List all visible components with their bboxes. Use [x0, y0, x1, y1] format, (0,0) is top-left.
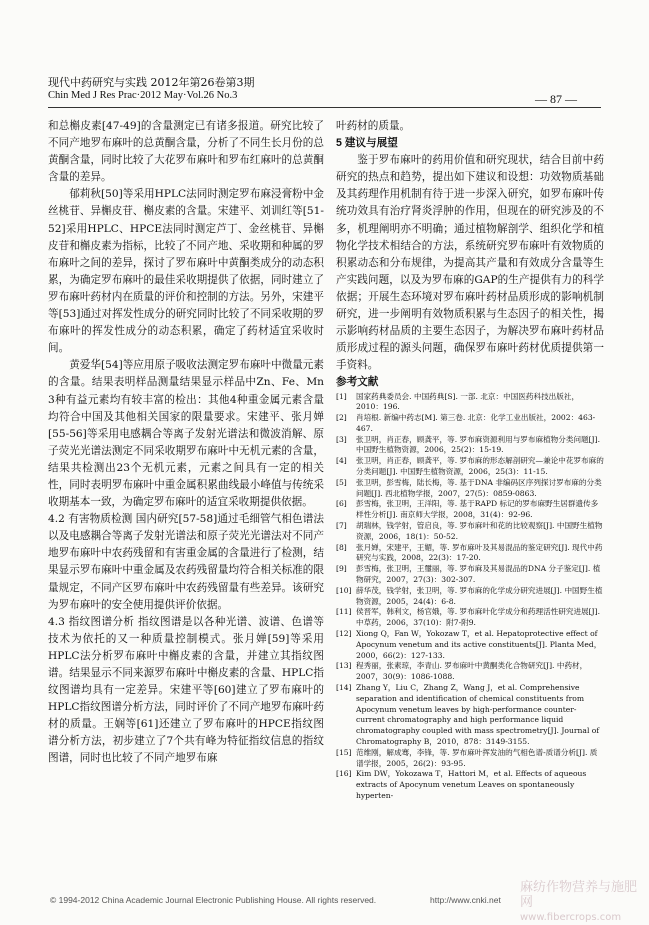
reference-text: 侯晋军，韩利文，杨官娥，等. 罗布麻叶化学成分和药理活性研究进展[J]. 中草药，2006，37(10)：附7-附9. [356, 607, 601, 628]
journal-title-en: Chin Med J Res Prac·2012 May·Vol.26 No.3 [48, 90, 238, 101]
reference-item [336, 543, 604, 565]
reference-item [336, 478, 604, 500]
footer-link[interactable]: http://www.cnki.net [430, 895, 501, 905]
reference-item [336, 435, 604, 457]
reference-number: [14] [336, 683, 352, 693]
paragraph: 4.2 有害物质检测 国内研究[57-58]通过毛细管气相色谱法以及电感耦合等离子发射光谱法和原子荧光光谱法对不同产地罗布麻叶中农药残留和有害重金属的含量进行了检测，结果显示罗布麻叶中重金属及农药残留量均符合相关标准的限量规定，不同产区罗布麻叶中农药残留量有些差异。该研究为罗布麻叶的安全使用提供评价依据。 [48, 513, 324, 611]
reference-item [336, 586, 604, 608]
reference-item [336, 456, 604, 478]
reference-number: [5] [336, 477, 347, 487]
section-heading: 5 建议与展望 [336, 137, 398, 150]
reference-item [336, 499, 604, 521]
reference-item [336, 683, 604, 748]
reference-number: [6] [336, 499, 347, 509]
journal-header [48, 76, 255, 102]
paragraph: 黄爱华[54]等应用原子吸收法测定罗布麻叶中微量元素的含量。结果表明样品测量结果显示样品中Zn、Fe、Mn 3种有益元素均有较丰富的检出：其他4种重金属元素含量均符合中国及其他相关国家的限量要求。宋建平、张月婵[55-56]等采用电感耦合等离子发射光谱法和微波消解、原子荧光光谱法测定不同采收期罗布麻叶中无机元素的含量，结果共检测出23个无机元素，元素之间具有一定的相关性，同时表明罗布麻叶中重金属积累曲线最小峰值与传统采收期基本一致，为确定罗布麻叶的适宜采收期提供依据。 [48, 359, 324, 509]
reference-text: 胡瑞林，钱学射，管启良，等. 罗布麻叶和花的比较观察[J]. 中国野生植物资源，2006，18(1)：50-52. [356, 521, 603, 541]
reference-text: 肖培根. 新编中药志[M]. 第三卷. 北京：化学工业出版社，2002：463-467. [356, 413, 596, 433]
reference-number: [12] [336, 629, 352, 639]
reference-number: [15] [336, 747, 352, 757]
watermark-text: 麻纺作物营养与施肥网 [520, 880, 638, 910]
watermark [520, 880, 649, 925]
reference-item [336, 607, 604, 629]
reference-text: 国家药典委员会. 中国药典[S]. 一部. 北京：中国医药科技出版社，2010：196. [356, 391, 580, 412]
journal-title-cn: 现代中药研究与实践 2012年第26卷第3期 [48, 76, 255, 89]
reference-text: Xiong Q，Fan W，Yokozaw T，et al. Hepatoprotective effect of Apocynum venetum and its active constituents[J]. Planta Med，2000，66(2)：127-133. [356, 629, 602, 660]
paragraph: 鉴于罗布麻叶的药用价值和研究现状，结合目前中药研究的热点和趋势，提出如下建议和设想：功效物质基础及其药理作用机制有待于进一步深入研究，如罗布麻叶传统功效具有治疗肾炎浮肿的作用，但现在的研究涉及的不多，机理阐明亦不明确；通过植物解剖学、组织化学和植物化学技术相结合的方法，系统研究罗布麻叶有效物质的积累动态和分布规律，为提高其产量和有效成分含量等生产实践问题，以及为罗布麻的GAP的生产提供有力的科学依据；开展生态环境对罗布麻叶药材品质形成的影响机制研究，进一步阐明有效物质积累与生态因子的相关性，揭示影响药材品质的主要生态因子，为解决罗布麻叶药材品质形成过程的源头问题，确保罗布麻叶药材优质提供第一手资料。 [336, 154, 604, 372]
reference-number: [3] [336, 434, 347, 444]
left-column [48, 118, 324, 768]
reference-item [336, 748, 604, 770]
references-heading: 参考文献 [336, 376, 379, 389]
reference-number: [4] [336, 456, 347, 466]
reference-text: Zhang Y，Liu C，Zhang Z，Wang J，et al. Comprehensive separation and identification of chemical constituents from Apocynum venetum leaves by high-performance counter-current chromatography and high performance liquid chromatography coupled with mass spectrometry[J]. Journal of Chromatography B，2010，878：3149-3155. [356, 683, 600, 746]
watermark-url: www.fibercrops.com [520, 912, 622, 923]
reference-item [336, 629, 604, 661]
reference-item [336, 769, 604, 801]
reference-text: 张卫明，肖正春，顾龚平，等. 罗布麻资源利用与罗布麻植物分类问题[J]. 中国野生植物资源，2006，25(2)：15-19. [356, 434, 601, 455]
reference-text: 张月婵，宋建平，王媚，等. 罗布麻叶及其易混品的鉴定研究[J]. 现代中药研究与实践，2008，22(3)：17-20. [356, 542, 603, 563]
reference-text: Kim DW，Yokozawa T，Hattori M，et al. Effects of aqueous extracts of Apocynum venetum Leaves on spontaneously hyperten- [356, 769, 587, 800]
reference-number: [11] [336, 607, 352, 617]
reference-text: 程秀丽，张素琼，李青山. 罗布麻叶中黄酮类化合物研究[J]. 中药材，2007，30(9)：1086-1088. [356, 661, 588, 682]
reference-list [336, 392, 604, 802]
reference-number: [8] [336, 542, 347, 552]
reference-item [336, 661, 604, 683]
reference-number: [9] [336, 564, 347, 574]
reference-number: [10] [336, 585, 352, 595]
reference-item [336, 564, 604, 586]
reference-item [336, 392, 604, 414]
reference-number: [16] [336, 769, 352, 779]
reference-number: [13] [336, 661, 352, 671]
continued-text: 叶药材的质量。 [336, 120, 411, 132]
reference-number: [2] [336, 413, 347, 423]
header-rule [48, 107, 601, 108]
reference-text: 彭雪梅，张卫明，王洋阳，等. 基于RAPD 标记的罗布麻野生居群遗传多样性分析[J]. 南京师大学报，2008，31(4)：92-96. [356, 499, 599, 520]
reference-text: 张卫明，彭雪梅，陆长梅，等. 基于DNA 非编码区序列探讨罗布麻的分类问题[J]. 西北植物学报，2007，27(5)：0859-0863. [356, 477, 602, 498]
paragraph: 和总槲皮素[47-49]的含量测定已有诸多报道。研究比较了不同产地罗布麻叶的总黄酮含量，分析了不同生长月份的总黄酮含量，同时比较了大花罗布麻叶和罗布红麻叶的总黄酮含量的差异。 [48, 120, 324, 184]
reference-number: [1] [336, 391, 347, 401]
paragraph: 郁莉秋[50]等采用HPLC法同时测定罗布麻浸膏粉中金丝桃苷、异槲皮苷、槲皮素的含量。宋建平、刘训红等[51-52]采用HPLC、HPCE法同时测定芦丁、金丝桃苷、异槲皮苷和槲皮素为指标，比较了不同产地、采收期和种属的罗布麻叶之间的差异，探讨了罗布麻叶中黄酮类成分的动态积累，为确定罗布麻叶的最佳采收期提供了依据，同时建立了罗布麻叶药材内在质量的评价和控制的方法。另外，宋建平等[53]通过对挥发性成分的研究同时比较了不同采收期的罗布麻叶的挥发性成分的动态积累，确定了药材适宜采收时间。 [48, 188, 324, 355]
reference-text: 薛华茂，钱学射，张卫明，等. 罗布麻的化学成分研究进展[J]. 中国野生植物资源，2005，24(4)：6-8. [356, 585, 603, 606]
reference-text: 张卫明，肖正春，顾龚平，等. 罗布麻的形态解剖研究—兼论中花罗布麻的分类问题[J]. 中国野生植物资源，2006，25(3)：11-15. [356, 456, 604, 477]
page-number: — 87 — [535, 92, 577, 106]
paragraph: 4.3 指纹图谱分析 指纹图谱是以各种光谱、波谱、色谱等技术为依托的又一种质量控制模式。张月婵[59]等采用HPLC法分析罗布麻叶中槲皮素的含量，并建立其指纹图谱。结果显示不同来源罗布麻叶中槲皮素的含量、HPLC指纹图谱均具有一定差异。宋建平等[60]建立了罗布麻叶的HPLC指纹图谱分析方法，同时评价了不同产地罗布麻叶药材的质量。王娴等[61]还建立了罗布麻叶的HPCE指纹图谱分析方法，初步建立了7个共有峰为特征指纹信息的指纹图谱，同时也比较了不同产地罗布麻 [48, 615, 324, 765]
right-column [336, 118, 604, 802]
copyright-text: © 1994-2012 China Academic Journal Electronic Publishing House. All rights reserved. [50, 895, 377, 905]
reference-text: 范维刚，解成骞，李锋，等. 罗布麻叶挥发油的气相色谱-质谱分析[J]. 质谱学报，2005，26(2)：93-95. [356, 747, 598, 768]
reference-number: [7] [336, 521, 347, 531]
reference-item [336, 413, 604, 435]
reference-text: 彭雪梅，张卫明，王璽丽，等. 罗布麻及其易混品的DNA 分子鉴定[J]. 植物研究，2007，27(3)：302-307. [356, 564, 601, 585]
reference-item [336, 521, 604, 543]
